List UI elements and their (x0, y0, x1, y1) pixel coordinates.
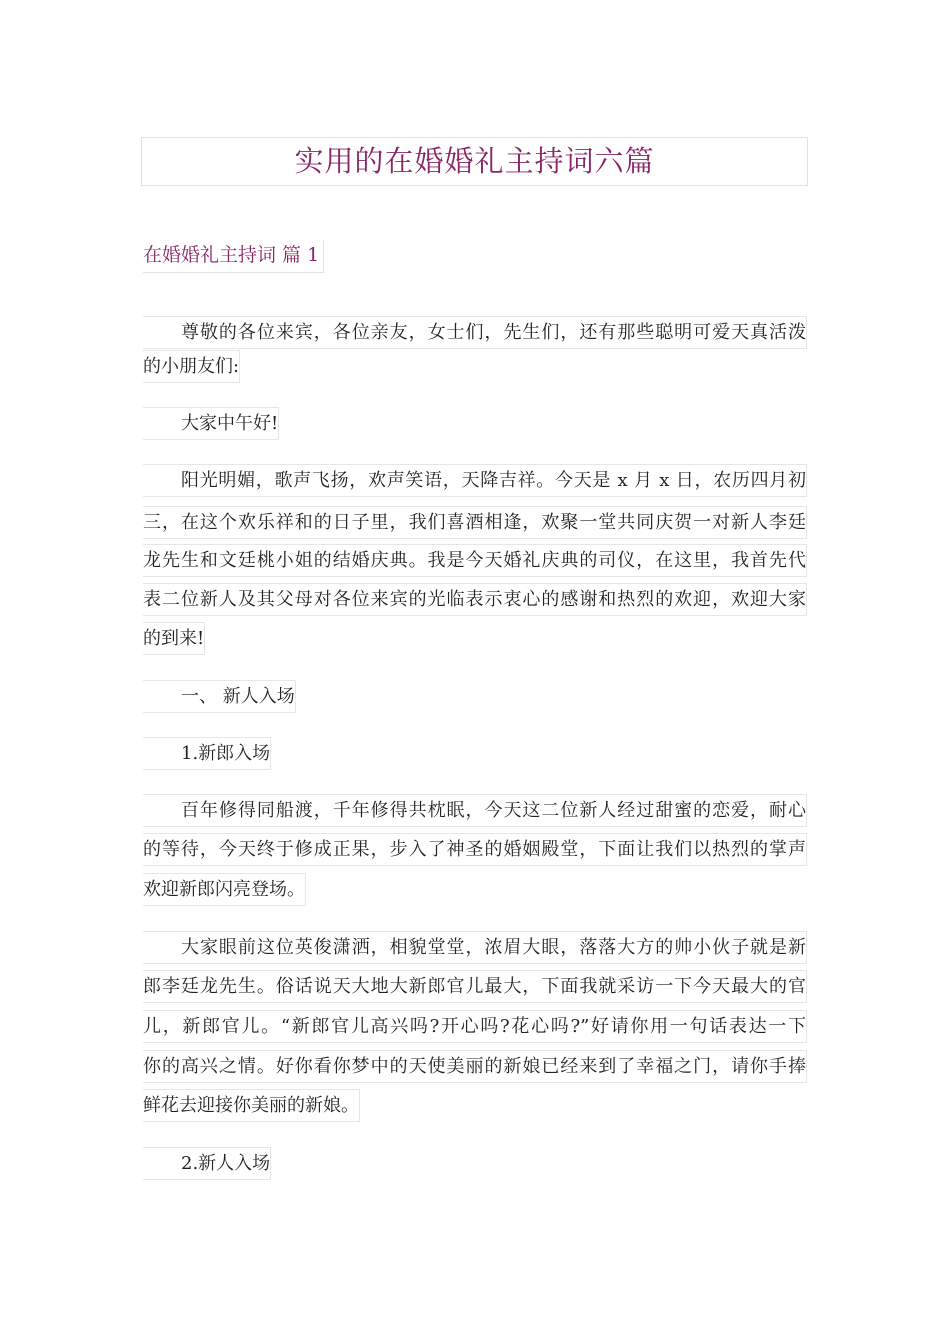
section-item: 1.新郎入场 (143, 737, 271, 770)
paragraph-line: 的到来! (143, 622, 205, 655)
paragraph-line: 百年修得同船渡，千年修得共枕眠，今天这二位新人经过甜蜜的恋爱，耐心 (143, 794, 807, 827)
section-heading: 在婚婚礼主持词 篇 1 (143, 240, 324, 273)
paragraph-line: 鲜花去迎接你美丽的新娘。 (143, 1089, 360, 1122)
paragraph-line: 你的高兴之情。好你看你梦中的天使美丽的新娘已经来到了幸福之门，请你手捧 (143, 1050, 807, 1083)
paragraph-line: 欢迎新郎闪亮登场。 (143, 873, 306, 906)
paragraph-line: 龙先生和文廷桃小姐的结婚庆典。我是今天婚礼庆典的司仪，在这里，我首先代 (143, 544, 807, 577)
paragraph-line: 三，在这个欢乐祥和的日子里，我们喜酒相逢，欢聚一堂共同庆贺一对新人李廷 (143, 506, 807, 539)
paragraph-line: 的等待，今天终于修成正果，步入了神圣的婚姻殿堂，下面让我们以热烈的掌声 (143, 833, 807, 866)
paragraph-line: 表二位新人及其父母对各位来宾的光临表示衷心的感谢和热烈的欢迎，欢迎大家 (143, 583, 807, 616)
paragraph-line: 阳光明媚，歌声飞扬，欢声笑语，天降吉祥。今天是 x 月 x 日，农历四月初 (143, 464, 807, 497)
paragraph-line: 儿，新郎官儿。“新郎官儿高兴吗?开心吗?花心吗?”好请你用一句话表达一下 (143, 1010, 807, 1043)
document-title: 实用的在婚婚礼主持词六篇 (141, 137, 808, 186)
paragraph-line: 尊敬的各位来宾，各位亲友，女士们，先生们，还有那些聪明可爱天真活泼 (143, 316, 807, 349)
paragraph-line: 大家中午好! (143, 407, 279, 440)
paragraph-line: 的小朋友们: (143, 350, 240, 383)
paragraph-line: 大家眼前这位英俊潇洒，相貌堂堂，浓眉大眼，落落大方的帅小伙子就是新 (143, 931, 807, 964)
paragraph-line: 郎李廷龙先生。俗话说天大地大新郎官儿最大，下面我就采访一下今天最大的官 (143, 970, 807, 1003)
section-item: 一、 新人入场 (143, 680, 296, 713)
section-item: 2.新人入场 (143, 1147, 271, 1180)
